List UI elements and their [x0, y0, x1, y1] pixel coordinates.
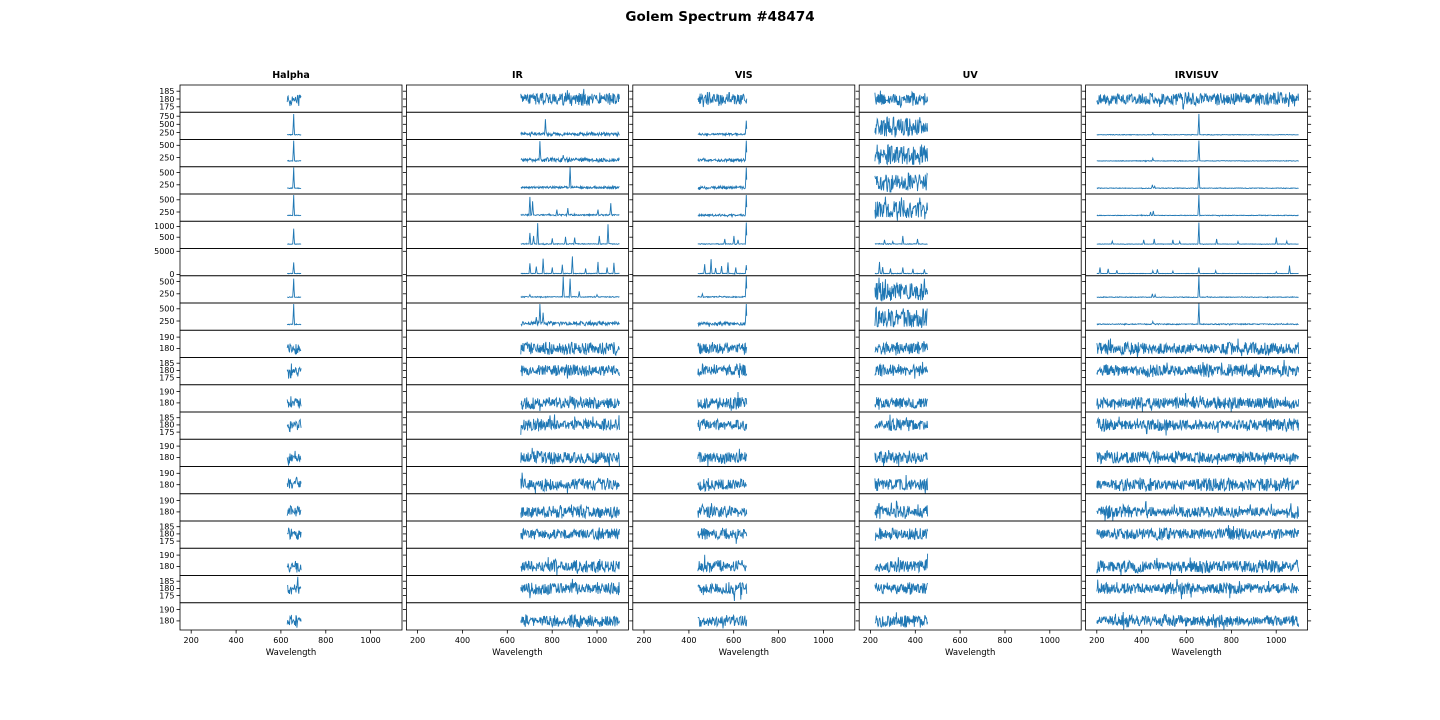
y-tick-label: 180 [159, 507, 175, 517]
subplot-frame [859, 548, 1081, 575]
y-tick-label: 250 [159, 289, 175, 299]
x-tick-label: 600 [273, 636, 289, 645]
spectrum-line-vis [698, 168, 747, 190]
spectrum-line-halpha [287, 615, 301, 628]
spectrum-line-vis [698, 195, 747, 217]
x-tick-label: 200 [862, 636, 879, 645]
spectrum-line-halpha [287, 506, 301, 516]
x-tick-label: 400 [681, 636, 697, 645]
subplot-frame [633, 140, 855, 167]
column-title-ir: IR [511, 70, 523, 81]
subplot-frame [633, 194, 855, 221]
x-tick-label: 200 [636, 636, 652, 645]
y-tick-label: 190 [159, 469, 175, 479]
spectrum-line-vis [698, 555, 747, 573]
subplot-frame [633, 548, 855, 575]
spectrum-line-vis [698, 615, 747, 628]
spectrum-line-irvisuv [1097, 339, 1299, 358]
spectrum-line-irvisuv [1097, 114, 1299, 135]
spectrum-line-vis [698, 223, 747, 245]
x-tick-label: 1000 [1039, 636, 1060, 645]
x-tick-label: 600 [1178, 636, 1195, 645]
y-tick-label: 180 [159, 344, 175, 354]
subplot-frame [633, 330, 855, 357]
subplot-frame [180, 194, 402, 221]
spectrum-line-halpha [287, 396, 301, 408]
spectrum-line-vis [698, 276, 747, 297]
x-tick-label: 200 [1089, 636, 1105, 645]
subplot-frame [633, 603, 855, 630]
x-axis-label: Wavelength [944, 648, 996, 658]
y-tick-label: 190 [159, 496, 175, 506]
spectrum-line-irvisuv [1097, 141, 1299, 162]
spectrum-line-vis [698, 419, 747, 431]
y-tick-label: 180 [159, 616, 175, 626]
spectrum-line-irvisuv [1097, 195, 1299, 216]
subplot-frame [180, 467, 402, 494]
spectrum-line-vis [698, 121, 747, 137]
subplot-frame [1086, 249, 1308, 276]
y-tick-label: 250 [159, 153, 175, 163]
spectrum-line-irvisuv [1097, 360, 1299, 378]
spectrum-line-halpha [287, 114, 301, 135]
spectrum-line-vis [698, 528, 747, 544]
y-tick-label: 185 [159, 359, 175, 368]
x-axis-label: Wavelength [1171, 648, 1222, 658]
subplot-frame [1086, 603, 1308, 630]
x-tick-label: 600 [726, 636, 742, 645]
spectrum-line-irvisuv [1097, 266, 1299, 274]
y-tick-label: 1000 [154, 222, 175, 232]
subplot-frame [406, 194, 628, 221]
x-tick-label: 1000 [586, 636, 608, 645]
spectrum-line-uv [875, 278, 928, 302]
spectrum-line-uv [875, 450, 928, 466]
y-tick-label: 250 [159, 180, 175, 190]
spectrum-line-irvisuv [1097, 417, 1299, 436]
y-tick-label: 185 [159, 413, 175, 423]
spectrum-line-ir [521, 223, 620, 245]
subplot-frame [1086, 276, 1308, 303]
y-tick-label: 250 [159, 316, 175, 326]
y-tick-label: 175 [159, 591, 175, 601]
subplot-frame [406, 167, 628, 194]
spectrum-line-ir [521, 119, 620, 136]
spectrum-line-irvisuv [1097, 167, 1299, 189]
y-tick-label: 500 [159, 304, 175, 314]
y-tick-label: 175 [159, 373, 175, 383]
spectrum-line-ir [521, 473, 620, 494]
y-tick-label: 500 [159, 120, 175, 130]
column-title-vis: VIS [734, 70, 753, 81]
subplot-frame [406, 603, 628, 630]
subplot-frame [1086, 330, 1308, 357]
spectrum-line-ir [521, 89, 620, 106]
subplot-frame [406, 303, 628, 330]
spectrum-line-uv [875, 173, 928, 193]
spectrum-line-ir [521, 396, 620, 411]
spectrum-line-uv [875, 91, 928, 108]
subplot-frame [633, 521, 855, 548]
subplot-frame [406, 276, 628, 303]
subplot-frame [180, 330, 402, 357]
y-tick-label: 750 [159, 112, 175, 121]
spectrum-line-halpha [287, 168, 301, 189]
x-tick-label: 800 [997, 636, 1013, 645]
spectrum-line-uv [875, 197, 928, 221]
subplot-frame [633, 439, 855, 466]
y-tick-label: 185 [159, 87, 175, 96]
spectrum-line-uv [875, 612, 928, 627]
column-title-uv: UV [962, 70, 978, 81]
spectrum-line-vis [698, 582, 747, 601]
y-tick-label: 180 [159, 94, 175, 104]
figure-title: Golem Spectrum #48474 [625, 9, 815, 25]
y-tick-label: 180 [159, 562, 175, 572]
x-tick-label: 800 [1223, 636, 1240, 645]
y-tick-label: 180 [159, 398, 175, 408]
x-axis-label: Wavelength [492, 648, 543, 658]
subplot-frame [1086, 167, 1308, 194]
subplot-frame [859, 494, 1081, 521]
y-tick-label: 175 [159, 102, 175, 112]
spectrum-line-halpha [287, 477, 301, 488]
subplot-frame [859, 194, 1081, 221]
subplot-frame [859, 249, 1081, 276]
y-tick-label: 190 [159, 387, 175, 397]
spectrum-line-vis [698, 392, 747, 411]
x-tick-label: 400 [1134, 636, 1150, 645]
y-tick-label: 180 [159, 584, 175, 594]
spectrum-line-vis [698, 449, 747, 466]
spectrum-line-ir [521, 277, 620, 298]
subplot-frame [1086, 303, 1308, 330]
spectrum-line-ir [521, 256, 620, 274]
y-tick-label: 0 [169, 270, 175, 280]
y-tick-label: 500 [159, 168, 175, 178]
y-tick-label: 180 [159, 529, 175, 539]
spectrum-line-halpha [287, 451, 301, 466]
subplot-frame [1086, 494, 1308, 521]
y-tick-label: 180 [159, 366, 175, 376]
y-tick-label: 5000 [154, 247, 175, 257]
spectrum-line-halpha [287, 304, 301, 325]
subplot-frame [180, 140, 402, 167]
spectrum-line-uv [875, 362, 928, 379]
spectrum-line-halpha [287, 95, 301, 106]
spectrum-line-halpha [287, 229, 301, 245]
column-title-irvisuv: IRVISUV [1174, 70, 1219, 81]
spectrum-line-halpha [287, 262, 301, 273]
spectrum-line-uv [875, 554, 928, 573]
spectrum-line-irvisuv [1097, 92, 1299, 109]
subplot-frame [180, 439, 402, 466]
spectrum-line-halpha [287, 561, 301, 573]
y-tick-label: 500 [159, 195, 175, 205]
spectrum-line-ir [521, 197, 620, 216]
y-tick-label: 175 [159, 536, 175, 546]
x-tick-label: 1000 [1266, 636, 1287, 645]
x-tick-label: 600 [952, 636, 968, 645]
spectrum-line-ir [521, 167, 620, 189]
subplot-frame [859, 603, 1081, 630]
y-tick-label: 190 [159, 441, 175, 451]
spectrum-line-vis [698, 304, 747, 327]
subplot-frame [633, 303, 855, 330]
spectrum-line-irvisuv [1097, 478, 1299, 492]
spectrum-line-irvisuv [1097, 276, 1299, 298]
y-tick-label: 190 [159, 605, 175, 615]
spectrum-line-uv [875, 144, 928, 164]
spectrum-line-vis [698, 478, 747, 491]
subplot-frame [406, 85, 628, 112]
subplot-frame [180, 112, 402, 139]
subplot-frame [180, 303, 402, 330]
subplot-frame [633, 276, 855, 303]
spectrum-line-halpha [287, 195, 301, 216]
subplot-frame [859, 330, 1081, 357]
y-tick-label: 500 [159, 141, 175, 151]
x-tick-label: 400 [228, 636, 244, 645]
spectrum-line-uv [875, 528, 928, 541]
x-tick-label: 400 [907, 636, 923, 645]
y-tick-label: 185 [159, 577, 175, 586]
y-tick-label: 180 [159, 480, 175, 490]
spectrum-line-ir [521, 364, 620, 378]
spectrum-line-halpha [287, 528, 301, 540]
spectrum-line-uv [875, 415, 928, 431]
y-tick-label: 250 [159, 128, 175, 138]
spectrum-line-irvisuv [1097, 525, 1299, 540]
subplot-frame [406, 330, 628, 357]
spectrum-line-irvisuv [1097, 579, 1299, 599]
subplot-frame [859, 467, 1081, 494]
y-tick-label: 500 [159, 233, 175, 242]
spectrum-line-ir [521, 579, 620, 598]
spectrum-line-irvisuv [1097, 501, 1299, 521]
spectrum-line-ir [521, 141, 620, 162]
spectrum-line-ir [521, 504, 620, 518]
subplot-frame [180, 85, 402, 112]
spectrum-line-irvisuv [1097, 223, 1299, 245]
x-tick-label: 800 [544, 636, 560, 645]
subplot-frame [633, 494, 855, 521]
x-tick-label: 400 [454, 636, 471, 645]
spectrum-line-ir [521, 528, 620, 541]
spectrum-line-vis [698, 92, 747, 107]
x-tick-label: 800 [770, 636, 787, 645]
subplot-frame [1086, 194, 1308, 221]
subplot-frame [1086, 112, 1308, 139]
spectrum-line-ir [521, 342, 620, 355]
spectrum-line-ir [521, 414, 620, 435]
subplot-frame [406, 249, 628, 276]
spectrum-line-uv [875, 236, 928, 245]
spectrum-line-ir [521, 614, 620, 627]
y-tick-label: 180 [159, 420, 175, 430]
spectrum-line-halpha [287, 279, 301, 298]
y-tick-label: 175 [159, 427, 175, 437]
spectrum-line-irvisuv [1097, 558, 1299, 576]
spectrum-line-uv [875, 117, 928, 138]
spectrum-line-irvisuv [1097, 612, 1299, 630]
spectrum-line-halpha [287, 141, 301, 162]
subplot-frame [633, 385, 855, 412]
subplot-frame [633, 167, 855, 194]
y-tick-label: 500 [159, 277, 175, 287]
subplot-frame [180, 249, 402, 276]
subplot-frame [180, 276, 402, 303]
spectrum-line-irvisuv [1097, 303, 1299, 325]
x-tick-label: 800 [318, 636, 334, 645]
spectrum-line-uv [875, 501, 928, 519]
subplot-frame [180, 167, 402, 194]
x-tick-label: 200 [409, 636, 426, 645]
y-tick-label: 185 [159, 522, 175, 532]
y-tick-label: 190 [159, 550, 175, 560]
spectrum-line-irvisuv [1097, 393, 1299, 412]
spectrum-line-halpha [287, 577, 301, 595]
x-axis-label: Wavelength [265, 648, 317, 658]
x-tick-label: 1000 [360, 636, 381, 645]
spectrum-line-uv [875, 397, 928, 410]
x-tick-label: 1000 [813, 636, 834, 645]
spectrum-line-vis [698, 141, 747, 162]
y-tick-label: 250 [159, 207, 175, 217]
subplot-frame [406, 494, 628, 521]
subplot-frame [859, 521, 1081, 548]
x-tick-label: 600 [499, 636, 515, 645]
y-tick-label: 190 [159, 332, 175, 342]
spectrum-line-irvisuv [1097, 451, 1299, 465]
spectrum-line-vis [698, 342, 747, 355]
spectrum-line-uv [875, 307, 928, 328]
y-tick-label: 180 [159, 453, 175, 463]
spectrum-line-vis [698, 503, 747, 518]
subplot-frame [859, 385, 1081, 412]
subplot-frame [633, 112, 855, 139]
column-title-halpha: Halpha [272, 70, 310, 81]
spectrum-line-uv [875, 475, 928, 493]
spectrum-line-uv [875, 341, 928, 355]
spectrum-line-vis [698, 363, 747, 378]
subplot-frame [859, 412, 1081, 439]
subplot-frame [180, 548, 402, 575]
subplot-frame [406, 576, 628, 603]
subplot-frame [406, 140, 628, 167]
x-axis-label: Wavelength [718, 648, 770, 658]
subplot-frame [406, 221, 628, 248]
subplot-frame [633, 249, 855, 276]
spectrum-line-uv [875, 582, 928, 594]
spectrum-line-ir [521, 448, 620, 466]
subplot-frame [859, 221, 1081, 248]
spectrum-line-halpha [287, 420, 301, 432]
subplot-frame [1086, 140, 1308, 167]
spectrum-line-uv [875, 262, 928, 274]
x-tick-label: 200 [183, 636, 199, 645]
spectrum-line-halpha [287, 364, 301, 379]
spectrum-line-vis [698, 259, 747, 274]
spectrum-line-ir [521, 304, 620, 326]
spectrum-line-ir [521, 557, 620, 575]
spectrum-line-halpha [287, 344, 301, 355]
